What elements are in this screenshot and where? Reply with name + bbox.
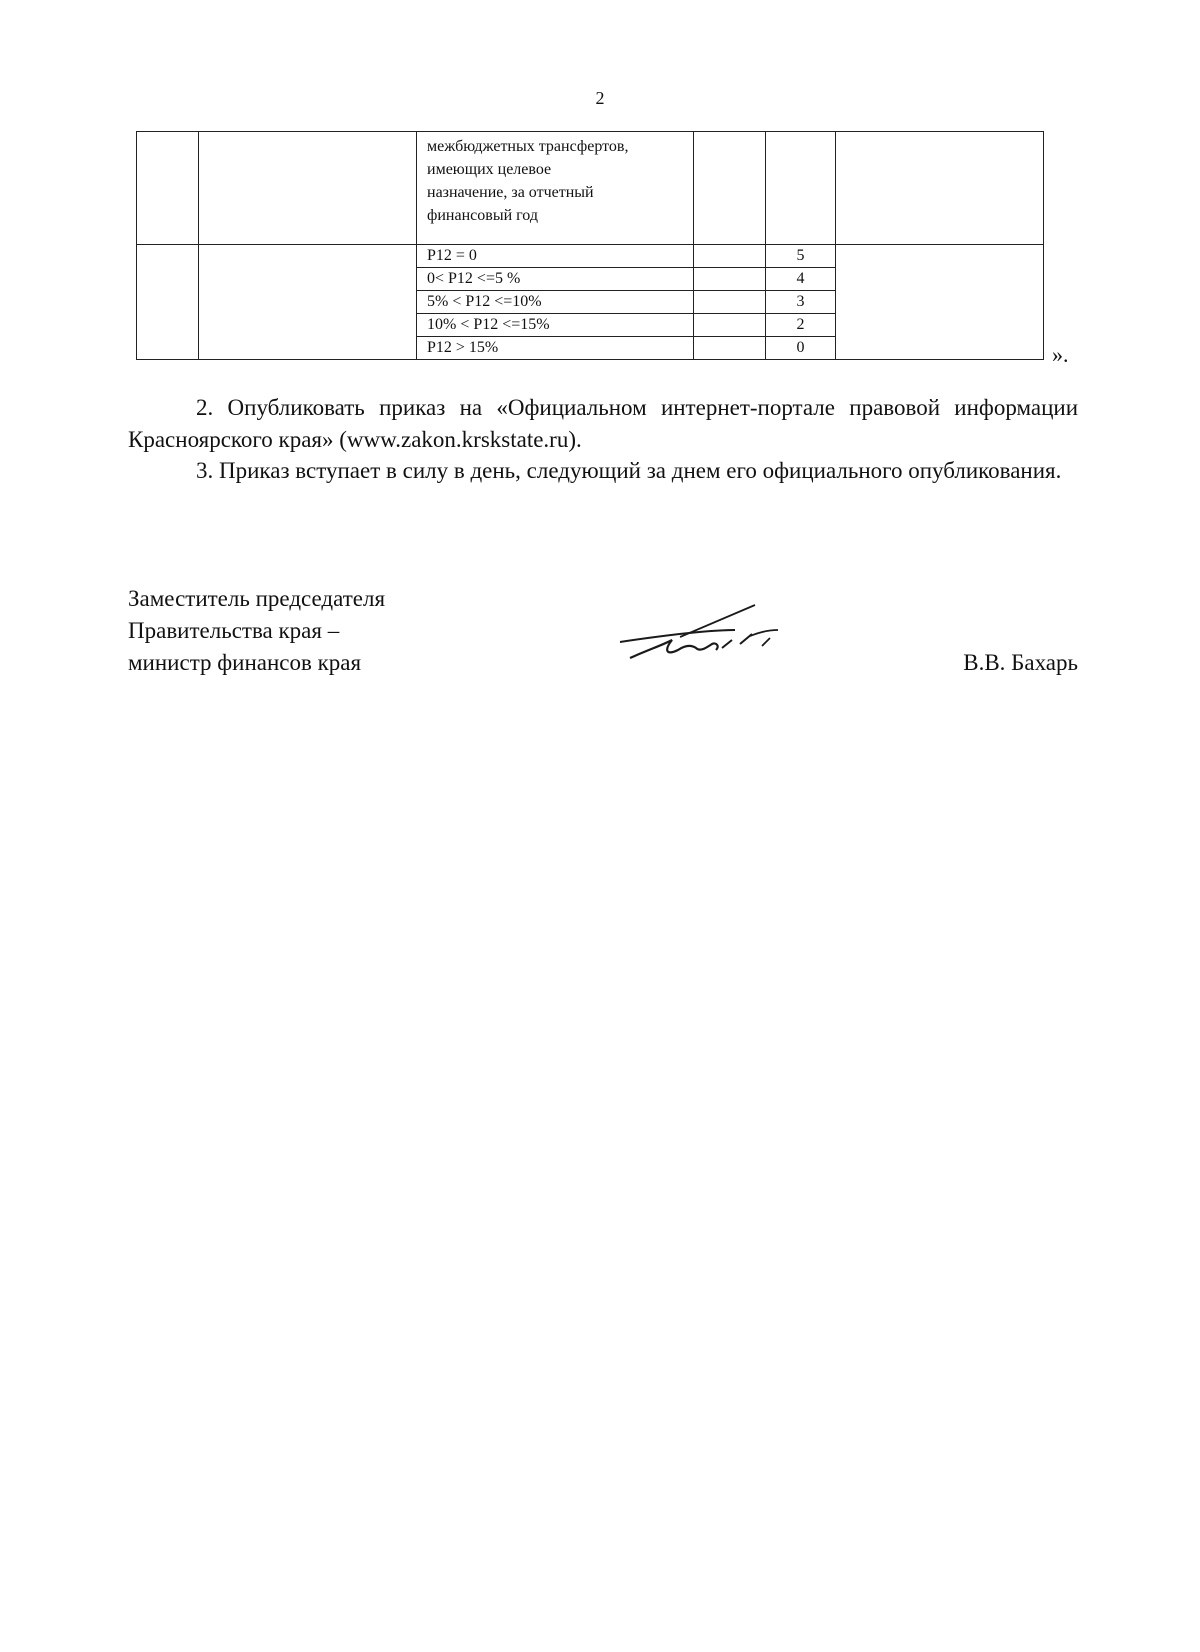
paragraph-item-2: 2. Опубликовать приказ на «Официальном интернет-портале правовой информации Красноярского края» (www.zakon.krskstate.ru).	[128, 395, 1078, 452]
signatory-position-line: Правительства края –	[128, 618, 340, 643]
signatory-position-line: Заместитель председателя	[128, 586, 386, 611]
criteria-table	[136, 131, 1044, 360]
indicator-description-cell	[417, 132, 694, 245]
criterion-score: 3	[766, 291, 836, 314]
criterion-score: 0	[766, 337, 836, 360]
paragraph-item-3: 3. Приказ вступает в силу в день, следующий за днем его официального опубликования.	[196, 458, 1062, 483]
table-cell	[766, 132, 836, 245]
signatory-name: В.В. Бахарь	[963, 650, 1078, 675]
indicator-description-line: имеющих целевое	[427, 161, 552, 178]
table-cell	[694, 291, 766, 314]
criterion-condition: 0< P12 <=5 %	[417, 268, 694, 291]
table-cell	[694, 268, 766, 291]
indicator-description-line: назначение, за отчетный	[427, 184, 594, 201]
criterion-score: 4	[766, 268, 836, 291]
signatory-position-line: министр финансов края	[128, 650, 362, 675]
table-cell	[694, 337, 766, 360]
table-cell	[836, 132, 1044, 245]
table-row	[137, 245, 1044, 268]
table-cell	[694, 314, 766, 337]
table-cell	[836, 245, 1044, 360]
table-cell	[694, 245, 766, 268]
indicator-description-line: финансовый год	[427, 207, 538, 224]
table-cell	[199, 132, 417, 245]
criterion-score: 5	[766, 245, 836, 268]
criterion-condition: 5% < P12 <=10%	[417, 291, 694, 314]
page-number: 2	[595, 88, 605, 108]
table-cell	[199, 245, 417, 360]
indicator-description-line: межбюджетных трансфертов,	[427, 138, 629, 155]
criterion-condition: 10% < P12 <=15%	[417, 314, 694, 337]
table-cell	[694, 132, 766, 245]
closing-quote: ».	[1052, 342, 1069, 367]
table-cell	[137, 132, 199, 245]
criterion-condition: P12 = 0	[417, 245, 694, 268]
criterion-condition: P12 > 15%	[417, 337, 694, 360]
criterion-score: 2	[766, 314, 836, 337]
table-cell	[137, 245, 199, 360]
handwritten-signature	[610, 600, 800, 670]
signatory-position	[128, 583, 385, 679]
table-row	[137, 132, 1044, 245]
